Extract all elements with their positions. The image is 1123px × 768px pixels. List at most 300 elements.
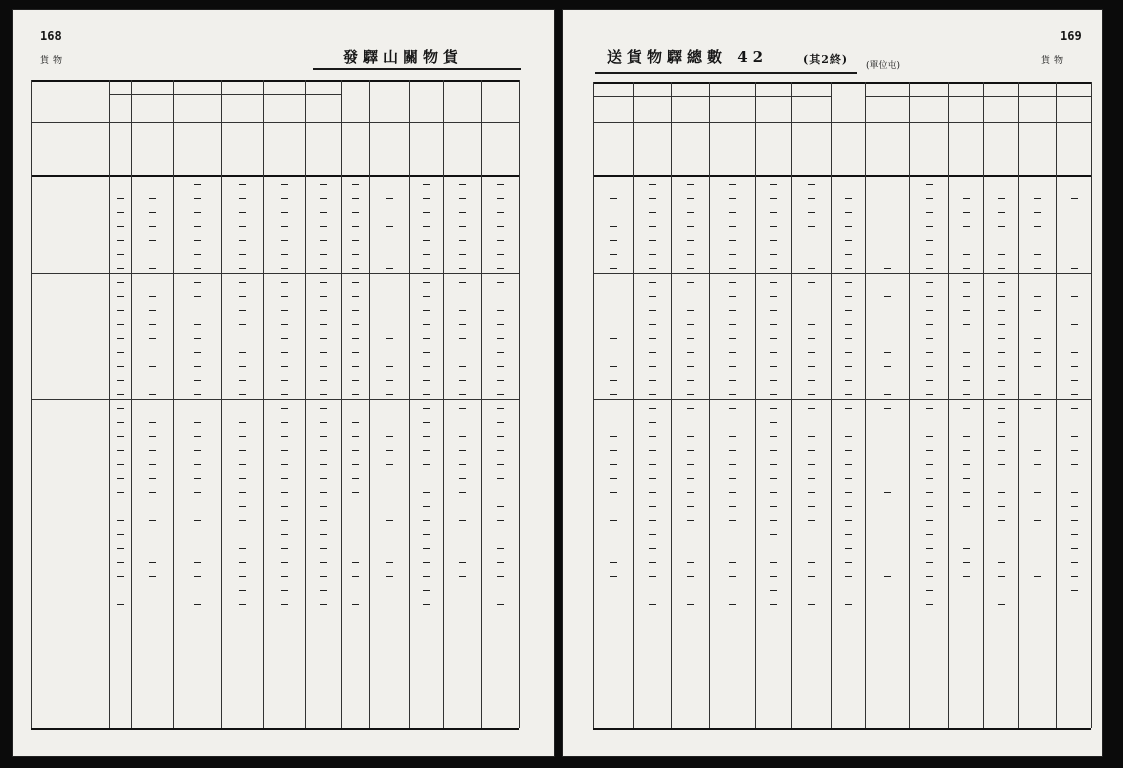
empty-cell-dash bbox=[352, 464, 359, 465]
empty-cell-dash bbox=[1071, 506, 1078, 507]
empty-cell-dash bbox=[884, 576, 891, 577]
empty-cell-dash bbox=[117, 520, 124, 521]
empty-cell-dash bbox=[926, 366, 933, 367]
empty-cell-dash bbox=[386, 450, 393, 451]
empty-cell-dash bbox=[459, 254, 466, 255]
empty-cell-dash bbox=[281, 548, 288, 549]
empty-cell-dash bbox=[352, 324, 359, 325]
empty-cell-dash bbox=[770, 324, 777, 325]
empty-cell-dash bbox=[320, 380, 327, 381]
empty-cell-dash bbox=[194, 450, 201, 451]
empty-cell-dash bbox=[808, 380, 815, 381]
empty-cell-dash bbox=[497, 562, 504, 563]
empty-cell-dash bbox=[649, 380, 656, 381]
empty-cell-dash bbox=[963, 254, 970, 255]
empty-cell-dash bbox=[845, 352, 852, 353]
empty-cell-dash bbox=[281, 534, 288, 535]
empty-cell-dash bbox=[320, 408, 327, 409]
running-head: 貨物 bbox=[40, 56, 67, 66]
empty-cell-dash bbox=[281, 324, 288, 325]
empty-cell-dash bbox=[1034, 198, 1041, 199]
empty-cell-dash bbox=[926, 506, 933, 507]
empty-cell-dash bbox=[687, 464, 694, 465]
empty-cell-dash bbox=[998, 436, 1005, 437]
empty-cell-dash bbox=[1071, 534, 1078, 535]
empty-cell-dash bbox=[649, 198, 656, 199]
empty-cell-dash bbox=[963, 450, 970, 451]
empty-cell-dash bbox=[423, 310, 430, 311]
empty-cell-dash bbox=[281, 268, 288, 269]
empty-cell-dash bbox=[149, 366, 156, 367]
empty-cell-dash bbox=[963, 464, 970, 465]
empty-cell-dash bbox=[963, 408, 970, 409]
empty-cell-dash bbox=[194, 380, 201, 381]
empty-cell-dash bbox=[998, 380, 1005, 381]
empty-cell-dash bbox=[117, 394, 124, 395]
empty-cell-dash bbox=[1071, 380, 1078, 381]
empty-cell-dash bbox=[729, 184, 736, 185]
empty-cell-dash bbox=[1071, 562, 1078, 563]
empty-cell-dash bbox=[1034, 408, 1041, 409]
empty-cell-dash bbox=[687, 366, 694, 367]
empty-cell-dash bbox=[808, 352, 815, 353]
empty-cell-dash bbox=[423, 394, 430, 395]
empty-cell-dash bbox=[320, 534, 327, 535]
summary-rule bbox=[31, 175, 519, 177]
empty-cell-dash bbox=[459, 268, 466, 269]
empty-cell-dash bbox=[729, 506, 736, 507]
empty-cell-dash bbox=[610, 436, 617, 437]
empty-cell-dash bbox=[459, 408, 466, 409]
empty-cell-dash bbox=[649, 534, 656, 535]
empty-cell-dash bbox=[149, 450, 156, 451]
empty-cell-dash bbox=[423, 506, 430, 507]
empty-cell-dash bbox=[845, 506, 852, 507]
empty-cell-dash bbox=[687, 506, 694, 507]
column-rule bbox=[305, 80, 306, 728]
empty-cell-dash bbox=[998, 450, 1005, 451]
empty-cell-dash bbox=[1034, 212, 1041, 213]
empty-cell-dash bbox=[610, 464, 617, 465]
empty-cell-dash bbox=[459, 198, 466, 199]
empty-cell-dash bbox=[281, 492, 288, 493]
empty-cell-dash bbox=[386, 576, 393, 577]
empty-cell-dash bbox=[808, 408, 815, 409]
empty-cell-dash bbox=[845, 394, 852, 395]
empty-cell-dash bbox=[770, 310, 777, 311]
empty-cell-dash bbox=[352, 450, 359, 451]
section-rule bbox=[109, 94, 341, 95]
empty-cell-dash bbox=[194, 296, 201, 297]
empty-cell-dash bbox=[1071, 590, 1078, 591]
empty-cell-dash bbox=[239, 520, 246, 521]
empty-cell-dash bbox=[194, 604, 201, 605]
empty-cell-dash bbox=[320, 268, 327, 269]
empty-cell-dash bbox=[687, 184, 694, 185]
empty-cell-dash bbox=[884, 394, 891, 395]
empty-cell-dash bbox=[687, 436, 694, 437]
empty-cell-dash bbox=[320, 394, 327, 395]
empty-cell-dash bbox=[352, 394, 359, 395]
empty-cell-dash bbox=[239, 604, 246, 605]
empty-cell-dash bbox=[998, 408, 1005, 409]
empty-cell-dash bbox=[926, 226, 933, 227]
empty-cell-dash bbox=[770, 464, 777, 465]
empty-cell-dash bbox=[320, 548, 327, 549]
empty-cell-dash bbox=[729, 212, 736, 213]
empty-cell-dash bbox=[320, 366, 327, 367]
empty-cell-dash bbox=[281, 212, 288, 213]
empty-cell-dash bbox=[117, 366, 124, 367]
empty-cell-dash bbox=[281, 520, 288, 521]
empty-cell-dash bbox=[1071, 352, 1078, 353]
empty-cell-dash bbox=[117, 338, 124, 339]
empty-cell-dash bbox=[320, 226, 327, 227]
empty-cell-dash bbox=[845, 520, 852, 521]
empty-cell-dash bbox=[845, 310, 852, 311]
empty-cell-dash bbox=[423, 324, 430, 325]
empty-cell-dash bbox=[1071, 464, 1078, 465]
group-rule bbox=[593, 273, 1091, 274]
empty-cell-dash bbox=[459, 492, 466, 493]
empty-cell-dash bbox=[963, 562, 970, 563]
empty-cell-dash bbox=[239, 506, 246, 507]
column-rule bbox=[341, 80, 342, 728]
empty-cell-dash bbox=[149, 324, 156, 325]
empty-cell-dash bbox=[845, 212, 852, 213]
empty-cell-dash bbox=[998, 520, 1005, 521]
empty-cell-dash bbox=[808, 562, 815, 563]
empty-cell-dash bbox=[1034, 296, 1041, 297]
empty-cell-dash bbox=[729, 576, 736, 577]
column-rule bbox=[173, 80, 174, 728]
empty-cell-dash bbox=[610, 198, 617, 199]
empty-cell-dash bbox=[649, 352, 656, 353]
empty-cell-dash bbox=[649, 478, 656, 479]
empty-cell-dash bbox=[281, 338, 288, 339]
empty-cell-dash bbox=[386, 520, 393, 521]
empty-cell-dash bbox=[352, 254, 359, 255]
empty-cell-dash bbox=[770, 296, 777, 297]
empty-cell-dash bbox=[352, 212, 359, 213]
empty-cell-dash bbox=[386, 366, 393, 367]
empty-cell-dash bbox=[239, 450, 246, 451]
empty-cell-dash bbox=[423, 296, 430, 297]
empty-cell-dash bbox=[459, 464, 466, 465]
empty-cell-dash bbox=[1034, 310, 1041, 311]
empty-cell-dash bbox=[770, 520, 777, 521]
empty-cell-dash bbox=[320, 436, 327, 437]
empty-cell-dash bbox=[459, 436, 466, 437]
empty-cell-dash bbox=[281, 422, 288, 423]
empty-cell-dash bbox=[320, 492, 327, 493]
table-bottom-rule bbox=[593, 728, 1091, 730]
header-rule bbox=[593, 122, 1091, 123]
empty-cell-dash bbox=[149, 436, 156, 437]
empty-cell-dash bbox=[352, 296, 359, 297]
empty-cell-dash bbox=[239, 380, 246, 381]
right-page bbox=[563, 10, 1102, 756]
empty-cell-dash bbox=[770, 450, 777, 451]
empty-cell-dash bbox=[497, 450, 504, 451]
empty-cell-dash bbox=[963, 548, 970, 549]
empty-cell-dash bbox=[194, 422, 201, 423]
empty-cell-dash bbox=[926, 352, 933, 353]
empty-cell-dash bbox=[320, 212, 327, 213]
empty-cell-dash bbox=[117, 380, 124, 381]
empty-cell-dash bbox=[352, 184, 359, 185]
empty-cell-dash bbox=[998, 604, 1005, 605]
empty-cell-dash bbox=[423, 366, 430, 367]
column-rule bbox=[31, 80, 32, 728]
empty-cell-dash bbox=[729, 282, 736, 283]
empty-cell-dash bbox=[320, 562, 327, 563]
empty-cell-dash bbox=[729, 310, 736, 311]
empty-cell-dash bbox=[845, 534, 852, 535]
empty-cell-dash bbox=[963, 576, 970, 577]
empty-cell-dash bbox=[281, 604, 288, 605]
empty-cell-dash bbox=[770, 240, 777, 241]
empty-cell-dash bbox=[320, 422, 327, 423]
empty-cell-dash bbox=[497, 576, 504, 577]
empty-cell-dash bbox=[649, 436, 656, 437]
empty-cell-dash bbox=[998, 576, 1005, 577]
group-rule bbox=[31, 273, 519, 274]
empty-cell-dash bbox=[497, 240, 504, 241]
empty-cell-dash bbox=[845, 366, 852, 367]
table-bottom-rule bbox=[31, 728, 519, 730]
empty-cell-dash bbox=[149, 562, 156, 563]
empty-cell-dash bbox=[729, 450, 736, 451]
column-rule bbox=[709, 82, 710, 728]
empty-cell-dash bbox=[808, 436, 815, 437]
empty-cell-dash bbox=[845, 492, 852, 493]
empty-cell-dash bbox=[497, 352, 504, 353]
empty-cell-dash bbox=[926, 324, 933, 325]
column-rule bbox=[1091, 82, 1092, 728]
empty-cell-dash bbox=[1034, 394, 1041, 395]
empty-cell-dash bbox=[459, 380, 466, 381]
empty-cell-dash bbox=[729, 296, 736, 297]
empty-cell-dash bbox=[687, 226, 694, 227]
empty-cell-dash bbox=[963, 198, 970, 199]
empty-cell-dash bbox=[423, 548, 430, 549]
empty-cell-dash bbox=[320, 310, 327, 311]
empty-cell-dash bbox=[845, 324, 852, 325]
empty-cell-dash bbox=[423, 282, 430, 283]
empty-cell-dash bbox=[149, 310, 156, 311]
empty-cell-dash bbox=[649, 240, 656, 241]
empty-cell-dash bbox=[926, 492, 933, 493]
empty-cell-dash bbox=[459, 394, 466, 395]
empty-cell-dash bbox=[687, 282, 694, 283]
empty-cell-dash bbox=[845, 576, 852, 577]
empty-cell-dash bbox=[1034, 226, 1041, 227]
empty-cell-dash bbox=[459, 450, 466, 451]
summary-rule bbox=[593, 175, 1091, 177]
empty-cell-dash bbox=[117, 408, 124, 409]
empty-cell-dash bbox=[423, 534, 430, 535]
empty-cell-dash bbox=[926, 604, 933, 605]
empty-cell-dash bbox=[926, 534, 933, 535]
column-rule bbox=[948, 82, 949, 728]
empty-cell-dash bbox=[149, 576, 156, 577]
empty-cell-dash bbox=[497, 478, 504, 479]
empty-cell-dash bbox=[845, 254, 852, 255]
empty-cell-dash bbox=[649, 226, 656, 227]
empty-cell-dash bbox=[687, 478, 694, 479]
empty-cell-dash bbox=[770, 394, 777, 395]
empty-cell-dash bbox=[281, 394, 288, 395]
empty-cell-dash bbox=[926, 338, 933, 339]
empty-cell-dash bbox=[281, 464, 288, 465]
empty-cell-dash bbox=[926, 282, 933, 283]
column-rule bbox=[983, 82, 984, 728]
empty-cell-dash bbox=[845, 226, 852, 227]
empty-cell-dash bbox=[352, 478, 359, 479]
empty-cell-dash bbox=[423, 422, 430, 423]
empty-cell-dash bbox=[117, 296, 124, 297]
empty-cell-dash bbox=[239, 366, 246, 367]
empty-cell-dash bbox=[998, 422, 1005, 423]
empty-cell-dash bbox=[926, 562, 933, 563]
column-rule bbox=[909, 82, 910, 728]
empty-cell-dash bbox=[649, 604, 656, 605]
empty-cell-dash bbox=[239, 352, 246, 353]
empty-cell-dash bbox=[926, 548, 933, 549]
empty-cell-dash bbox=[926, 212, 933, 213]
empty-cell-dash bbox=[194, 492, 201, 493]
empty-cell-dash bbox=[963, 296, 970, 297]
empty-cell-dash bbox=[998, 268, 1005, 269]
empty-cell-dash bbox=[884, 296, 891, 297]
empty-cell-dash bbox=[386, 268, 393, 269]
empty-cell-dash bbox=[687, 268, 694, 269]
empty-cell-dash bbox=[239, 422, 246, 423]
empty-cell-dash bbox=[352, 198, 359, 199]
empty-cell-dash bbox=[459, 520, 466, 521]
empty-cell-dash bbox=[770, 408, 777, 409]
page-title: 送貨物驛總數 42 bbox=[607, 48, 769, 66]
empty-cell-dash bbox=[963, 380, 970, 381]
empty-cell-dash bbox=[926, 576, 933, 577]
empty-cell-dash bbox=[845, 338, 852, 339]
empty-cell-dash bbox=[320, 478, 327, 479]
empty-cell-dash bbox=[423, 492, 430, 493]
empty-cell-dash bbox=[239, 254, 246, 255]
empty-cell-dash bbox=[497, 394, 504, 395]
empty-cell-dash bbox=[963, 478, 970, 479]
empty-cell-dash bbox=[386, 198, 393, 199]
empty-cell-dash bbox=[884, 408, 891, 409]
empty-cell-dash bbox=[281, 296, 288, 297]
empty-cell-dash bbox=[963, 226, 970, 227]
empty-cell-dash bbox=[998, 506, 1005, 507]
empty-cell-dash bbox=[729, 478, 736, 479]
empty-cell-dash bbox=[117, 436, 124, 437]
empty-cell-dash bbox=[770, 338, 777, 339]
empty-cell-dash bbox=[194, 464, 201, 465]
empty-cell-dash bbox=[649, 394, 656, 395]
empty-cell-dash bbox=[281, 436, 288, 437]
empty-cell-dash bbox=[194, 338, 201, 339]
empty-cell-dash bbox=[423, 198, 430, 199]
empty-cell-dash bbox=[281, 240, 288, 241]
empty-cell-dash bbox=[117, 492, 124, 493]
empty-cell-dash bbox=[194, 478, 201, 479]
empty-cell-dash bbox=[194, 394, 201, 395]
empty-cell-dash bbox=[320, 296, 327, 297]
empty-cell-dash bbox=[926, 478, 933, 479]
column-rule bbox=[1056, 82, 1057, 728]
empty-cell-dash bbox=[884, 268, 891, 269]
empty-cell-dash bbox=[281, 478, 288, 479]
empty-cell-dash bbox=[459, 366, 466, 367]
table-top-rule bbox=[593, 82, 1091, 84]
empty-cell-dash bbox=[610, 450, 617, 451]
empty-cell-dash bbox=[998, 492, 1005, 493]
empty-cell-dash bbox=[320, 198, 327, 199]
empty-cell-dash bbox=[998, 254, 1005, 255]
empty-cell-dash bbox=[194, 184, 201, 185]
empty-cell-dash bbox=[281, 198, 288, 199]
empty-cell-dash bbox=[149, 520, 156, 521]
empty-cell-dash bbox=[845, 282, 852, 283]
empty-cell-dash bbox=[497, 436, 504, 437]
group-rule bbox=[31, 399, 519, 400]
header-rule bbox=[31, 122, 519, 123]
empty-cell-dash bbox=[117, 324, 124, 325]
empty-cell-dash bbox=[386, 464, 393, 465]
empty-cell-dash bbox=[1071, 268, 1078, 269]
empty-cell-dash bbox=[459, 338, 466, 339]
empty-cell-dash bbox=[239, 240, 246, 241]
empty-cell-dash bbox=[1071, 324, 1078, 325]
empty-cell-dash bbox=[998, 338, 1005, 339]
empty-cell-dash bbox=[194, 240, 201, 241]
empty-cell-dash bbox=[352, 436, 359, 437]
empty-cell-dash bbox=[149, 478, 156, 479]
empty-cell-dash bbox=[239, 562, 246, 563]
empty-cell-dash bbox=[352, 576, 359, 577]
empty-cell-dash bbox=[770, 366, 777, 367]
empty-cell-dash bbox=[845, 240, 852, 241]
empty-cell-dash bbox=[963, 212, 970, 213]
empty-cell-dash bbox=[687, 520, 694, 521]
empty-cell-dash bbox=[998, 464, 1005, 465]
empty-cell-dash bbox=[239, 212, 246, 213]
empty-cell-dash bbox=[649, 324, 656, 325]
empty-cell-dash bbox=[770, 604, 777, 605]
empty-cell-dash bbox=[687, 394, 694, 395]
empty-cell-dash bbox=[687, 324, 694, 325]
column-rule bbox=[671, 82, 672, 728]
empty-cell-dash bbox=[808, 492, 815, 493]
page-number: 168 bbox=[40, 29, 62, 43]
page-number: 169 bbox=[1060, 29, 1082, 43]
empty-cell-dash bbox=[649, 296, 656, 297]
empty-cell-dash bbox=[845, 198, 852, 199]
empty-cell-dash bbox=[998, 198, 1005, 199]
empty-cell-dash bbox=[386, 380, 393, 381]
empty-cell-dash bbox=[459, 562, 466, 563]
empty-cell-dash bbox=[194, 282, 201, 283]
empty-cell-dash bbox=[1034, 576, 1041, 577]
empty-cell-dash bbox=[1034, 268, 1041, 269]
column-rule bbox=[409, 80, 410, 728]
empty-cell-dash bbox=[239, 436, 246, 437]
empty-cell-dash bbox=[610, 366, 617, 367]
